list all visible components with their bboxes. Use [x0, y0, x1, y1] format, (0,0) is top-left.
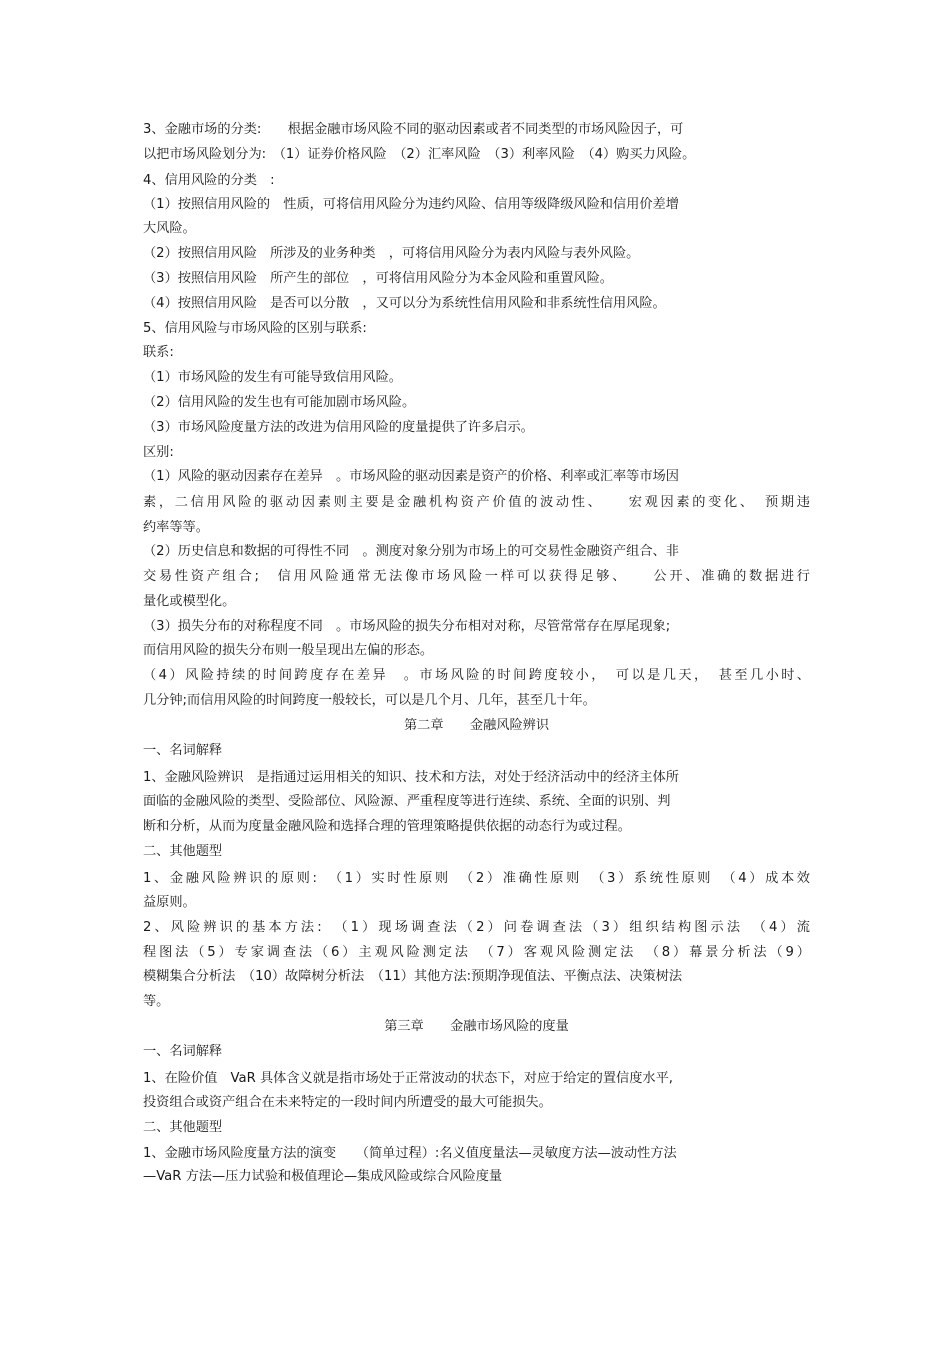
- text-line: 素，二信用风险的驱动因素则主要是金融机构资产价值的波动性、 宏观因素的变化、 预期违: [143, 495, 810, 510]
- text-line: 程图法（5）专家调查法（6）主观风险测定法 （7）客观风险测定法 （8）幕景分析法（9）: [143, 945, 810, 960]
- text-line: 3、金融市场的分类: 根据金融市场风险不同的驱动因素或者不同类型的市场风险因子，可: [143, 122, 684, 137]
- text-line: 一、名词解释: [143, 743, 223, 758]
- text-line: 几分钟;而信用风险的时间跨度一般较长，可以是几个月、几年，甚至几十年。: [143, 693, 596, 708]
- text-line: （1）市场风险的发生有可能导致信用风险。: [143, 370, 402, 385]
- text-line: 一、名词解释: [143, 1044, 223, 1059]
- text-line: 1、金融市场风险度量方法的演变 （简单过程）:名义值度量法—灵敏度方法—波动性方法: [143, 1146, 677, 1161]
- text-line: 1、金融风险辨识的原则: （1）实时性原则 （2）准确性原则 （3）系统性原则 （4）成本效: [143, 871, 810, 886]
- text-line: 1、金融风险辨识 是指通过运用相关的知识、技术和方法，对处于经济活动中的经济主体所: [143, 770, 679, 785]
- text-line: （1）风险的驱动因素存在差异 。市场风险的驱动因素是资产的价格、利率或汇率等市场因: [143, 469, 679, 484]
- text-line: 大风险。: [143, 221, 196, 236]
- text-line: 5、信用风险与市场风险的区别与联系:: [143, 321, 367, 336]
- text-line: 等。: [143, 994, 170, 1009]
- text-line: 1、在险价值 VaR 具体含义就是指市场处于正常波动的状态下，对应于给定的置信度水平,: [143, 1071, 673, 1086]
- text-line: （1）按照信用风险的 性质，可将信用风险分为违约风险、信用等级降级风险和信用价差增: [143, 197, 679, 212]
- text-line: 二、其他题型: [143, 844, 223, 859]
- text-line: 二、其他题型: [143, 1120, 223, 1135]
- text-line: 区别:: [143, 445, 174, 460]
- text-line: （2）按照信用风险 所涉及的业务种类 ，可将信用风险分为表内风险与表外风险。: [143, 246, 640, 261]
- text-line: （3）市场风险度量方法的改进为信用风险的度量提供了许多启示。: [143, 420, 534, 435]
- text-line: 投资组合或资产组合在未来特定的一段时间内所遭受的最大可能损失。: [143, 1095, 552, 1110]
- text-line: 而信用风险的损失分布则一般呈现出左偏的形态。: [143, 643, 434, 658]
- text-line: 4、信用风险的分类 :: [143, 173, 275, 188]
- text-line: （2）信用风险的发生也有可能加剧市场风险。: [143, 395, 416, 410]
- text-line: —VaR 方法—压力试验和极值理论—集成风险或综合风险度量: [143, 1169, 503, 1184]
- chapter-heading: 第三章 金融市场风险的度量: [384, 1019, 569, 1034]
- text-line: 约率等等。: [143, 520, 209, 535]
- text-line: 面临的金融风险的类型、受险部位、风险源、严重程度等进行连续、系统、全面的识别、判: [143, 794, 671, 809]
- text-line: 以把市场风险划分为: （1）证券价格风险 （2）汇率风险 （3）利率风险 （4）购买力风险。: [143, 147, 696, 162]
- text-line: （3）按照信用风险 所产生的部位 ，可将信用风险分为本金风险和重置风险。: [143, 271, 613, 286]
- text-line: 联系:: [143, 345, 174, 360]
- text-line: 模糊集合分析法 （10）故障树分析法 （11）其他方法:预期净现值法、平衡点法、决策树法: [143, 969, 683, 984]
- text-line: （2）历史信息和数据的可得性不同 。测度对象分别为市场上的可交易性金融资产组合、非: [143, 544, 679, 559]
- text-line: （3）损失分布的对称程度不同 。市场风险的损失分布相对对称，尽管常常存在厚尾现象;: [143, 619, 671, 634]
- text-line: （4）风险持续的时间跨度存在差异 。市场风险的时间跨度较小， 可以是几天， 甚至几小时、: [143, 668, 810, 683]
- text-line: （4）按照信用风险 是否可以分散 ，又可以分为系统性信用风险和非系统性信用风险。: [143, 296, 666, 311]
- text-line: 益原则。: [143, 895, 196, 910]
- chapter-heading: 第二章 金融风险辨识: [403, 718, 550, 733]
- text-line: 2、风险辨识的基本方法: （1）现场调查法（2）问卷调查法（3）组织结构图示法 （4）流: [143, 920, 810, 935]
- text-line: 量化或模型化。: [143, 594, 236, 609]
- text-line: 断和分析，从而为度量金融风险和选择合理的管理策略提供依据的动态行为或过程。: [143, 819, 631, 834]
- text-line: 交易性资产组合; 信用风险通常无法像市场风险一样可以获得足够、 公开、准确的数据进行: [143, 569, 810, 584]
